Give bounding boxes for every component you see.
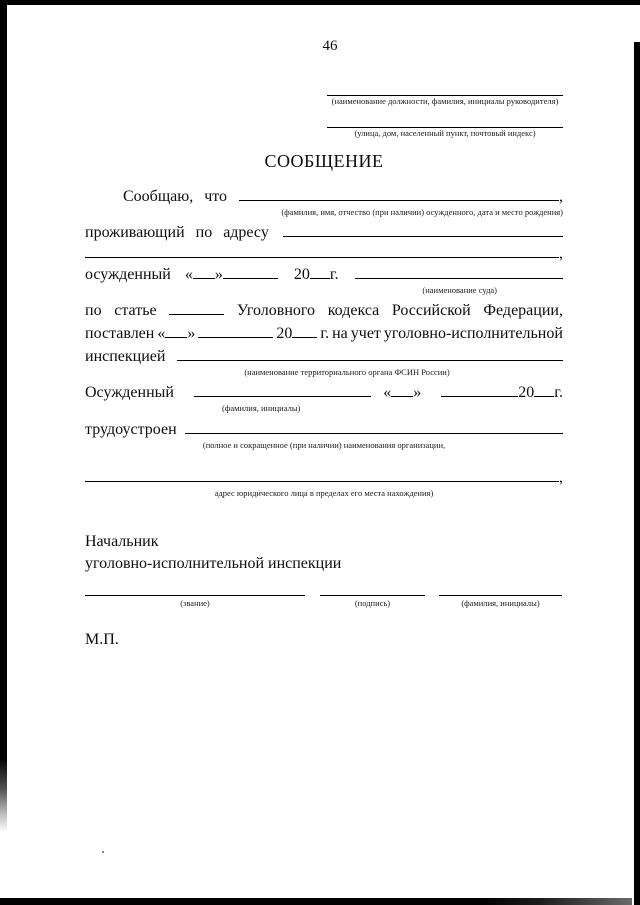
continuation-row bbox=[85, 243, 563, 264]
blank-field bbox=[198, 333, 273, 338]
signature-column bbox=[320, 595, 425, 609]
quote-close: » bbox=[187, 325, 196, 342]
word: поставлен bbox=[85, 325, 155, 342]
quote-open: « bbox=[383, 384, 392, 401]
registered-row bbox=[85, 323, 563, 344]
blank-field bbox=[310, 274, 330, 279]
field-caption: (подпись) bbox=[354, 598, 391, 608]
blank-field bbox=[177, 356, 563, 361]
field-caption: (улица, дом, населенный пункт, почтовый индекс) bbox=[354, 128, 536, 138]
field-caption: (полное и сокращенное (при наличии) наименования организации, bbox=[202, 440, 446, 450]
address-row bbox=[85, 222, 563, 243]
employed-label: трудоустроен bbox=[85, 421, 177, 438]
year-suffix: г. bbox=[320, 325, 330, 342]
blank-field bbox=[439, 595, 562, 596]
scan-border-right bbox=[634, 42, 640, 905]
residing-label: проживающий по адресу bbox=[85, 224, 269, 241]
stamp-label: М.П. bbox=[85, 631, 119, 648]
document-title: СООБЩЕНИЕ bbox=[264, 151, 384, 171]
blank-field bbox=[193, 274, 215, 279]
inspection-label: инспекцией bbox=[85, 348, 166, 365]
field-caption: (фамилия, инициалы) bbox=[461, 598, 540, 608]
signature-block bbox=[85, 595, 563, 609]
blank-field bbox=[85, 253, 559, 258]
surname-column bbox=[439, 595, 562, 609]
blank-field bbox=[169, 310, 224, 315]
convicted-row bbox=[85, 264, 563, 285]
document-content bbox=[85, 0, 563, 650]
year-suffix: г. bbox=[329, 266, 339, 283]
blank-field bbox=[534, 392, 554, 397]
blank-field bbox=[165, 335, 187, 338]
report-label: Сообщаю, что bbox=[123, 188, 228, 205]
convict-date-row bbox=[85, 382, 563, 403]
year-suffix: г. bbox=[554, 384, 563, 401]
inspection-row bbox=[85, 346, 563, 367]
word: Федерации, bbox=[483, 302, 563, 319]
word: уголовно-исполнительной bbox=[383, 325, 563, 342]
comma: , bbox=[559, 469, 563, 486]
chief-line-1: Начальник bbox=[85, 533, 159, 550]
word: по bbox=[85, 302, 102, 319]
quote-close: » bbox=[214, 266, 223, 283]
blank-field bbox=[355, 274, 563, 279]
page-number: 46 bbox=[322, 38, 338, 54]
year-unit bbox=[276, 323, 317, 344]
org-address-row bbox=[85, 467, 563, 488]
scan-border-bottom bbox=[0, 898, 632, 905]
employed-row bbox=[85, 419, 563, 440]
word: статье bbox=[114, 302, 157, 319]
field-caption: адрес юридического лица в пределах его места нахождения) bbox=[214, 488, 434, 498]
word: кодекса bbox=[327, 302, 380, 319]
blank-field bbox=[85, 477, 559, 482]
convicted-label: осужденный bbox=[85, 266, 171, 283]
blank-field bbox=[239, 196, 559, 201]
blank-field bbox=[283, 232, 563, 237]
field-caption: (фамилия, инициалы) bbox=[222, 403, 301, 413]
header-official-entry bbox=[327, 95, 563, 107]
field-caption: (фамилия, имя, отчество (при наличии) осужденного, дата и место рождения) bbox=[281, 207, 563, 217]
scan-speck bbox=[102, 851, 104, 853]
scan-border-left bbox=[0, 0, 7, 832]
field-caption: (звание) bbox=[180, 598, 210, 608]
quote-close: » bbox=[413, 384, 422, 401]
year-prefix: 20 bbox=[293, 266, 310, 283]
blank-field bbox=[85, 595, 305, 596]
quote-open: « bbox=[184, 266, 193, 283]
blank-field bbox=[185, 429, 563, 434]
year-prefix: 20 bbox=[518, 384, 535, 401]
report-row bbox=[85, 186, 563, 207]
chief-title-block bbox=[85, 531, 563, 575]
blank-field bbox=[441, 392, 518, 397]
comma: , bbox=[559, 245, 563, 262]
blank-field bbox=[223, 274, 278, 279]
blank-field bbox=[292, 335, 317, 338]
word: Уголовного bbox=[236, 302, 316, 319]
year-prefix: 20 bbox=[276, 325, 293, 342]
word: Российской bbox=[391, 302, 471, 319]
article-row bbox=[85, 300, 563, 321]
quote-open: « bbox=[157, 325, 166, 342]
convict-label: Осужденный bbox=[85, 384, 174, 401]
rank-column bbox=[85, 595, 305, 609]
comma: , bbox=[559, 188, 563, 205]
word: на bbox=[332, 325, 348, 342]
blank-field bbox=[194, 392, 371, 397]
word: учет bbox=[350, 325, 381, 342]
field-caption: (наименование суда) bbox=[422, 285, 497, 295]
blank-field bbox=[320, 595, 425, 596]
date-unit bbox=[157, 323, 195, 344]
blank-field bbox=[391, 392, 413, 397]
chief-line-2: уголовно-исполнительной инспекции bbox=[85, 555, 342, 572]
field-caption: (наименование территориального органа ФСИН России) bbox=[244, 367, 450, 377]
header-address-entry bbox=[327, 127, 563, 139]
header-block bbox=[327, 95, 563, 139]
field-caption: (наименование должности, фамилия, инициалы руководителя) bbox=[331, 96, 559, 106]
